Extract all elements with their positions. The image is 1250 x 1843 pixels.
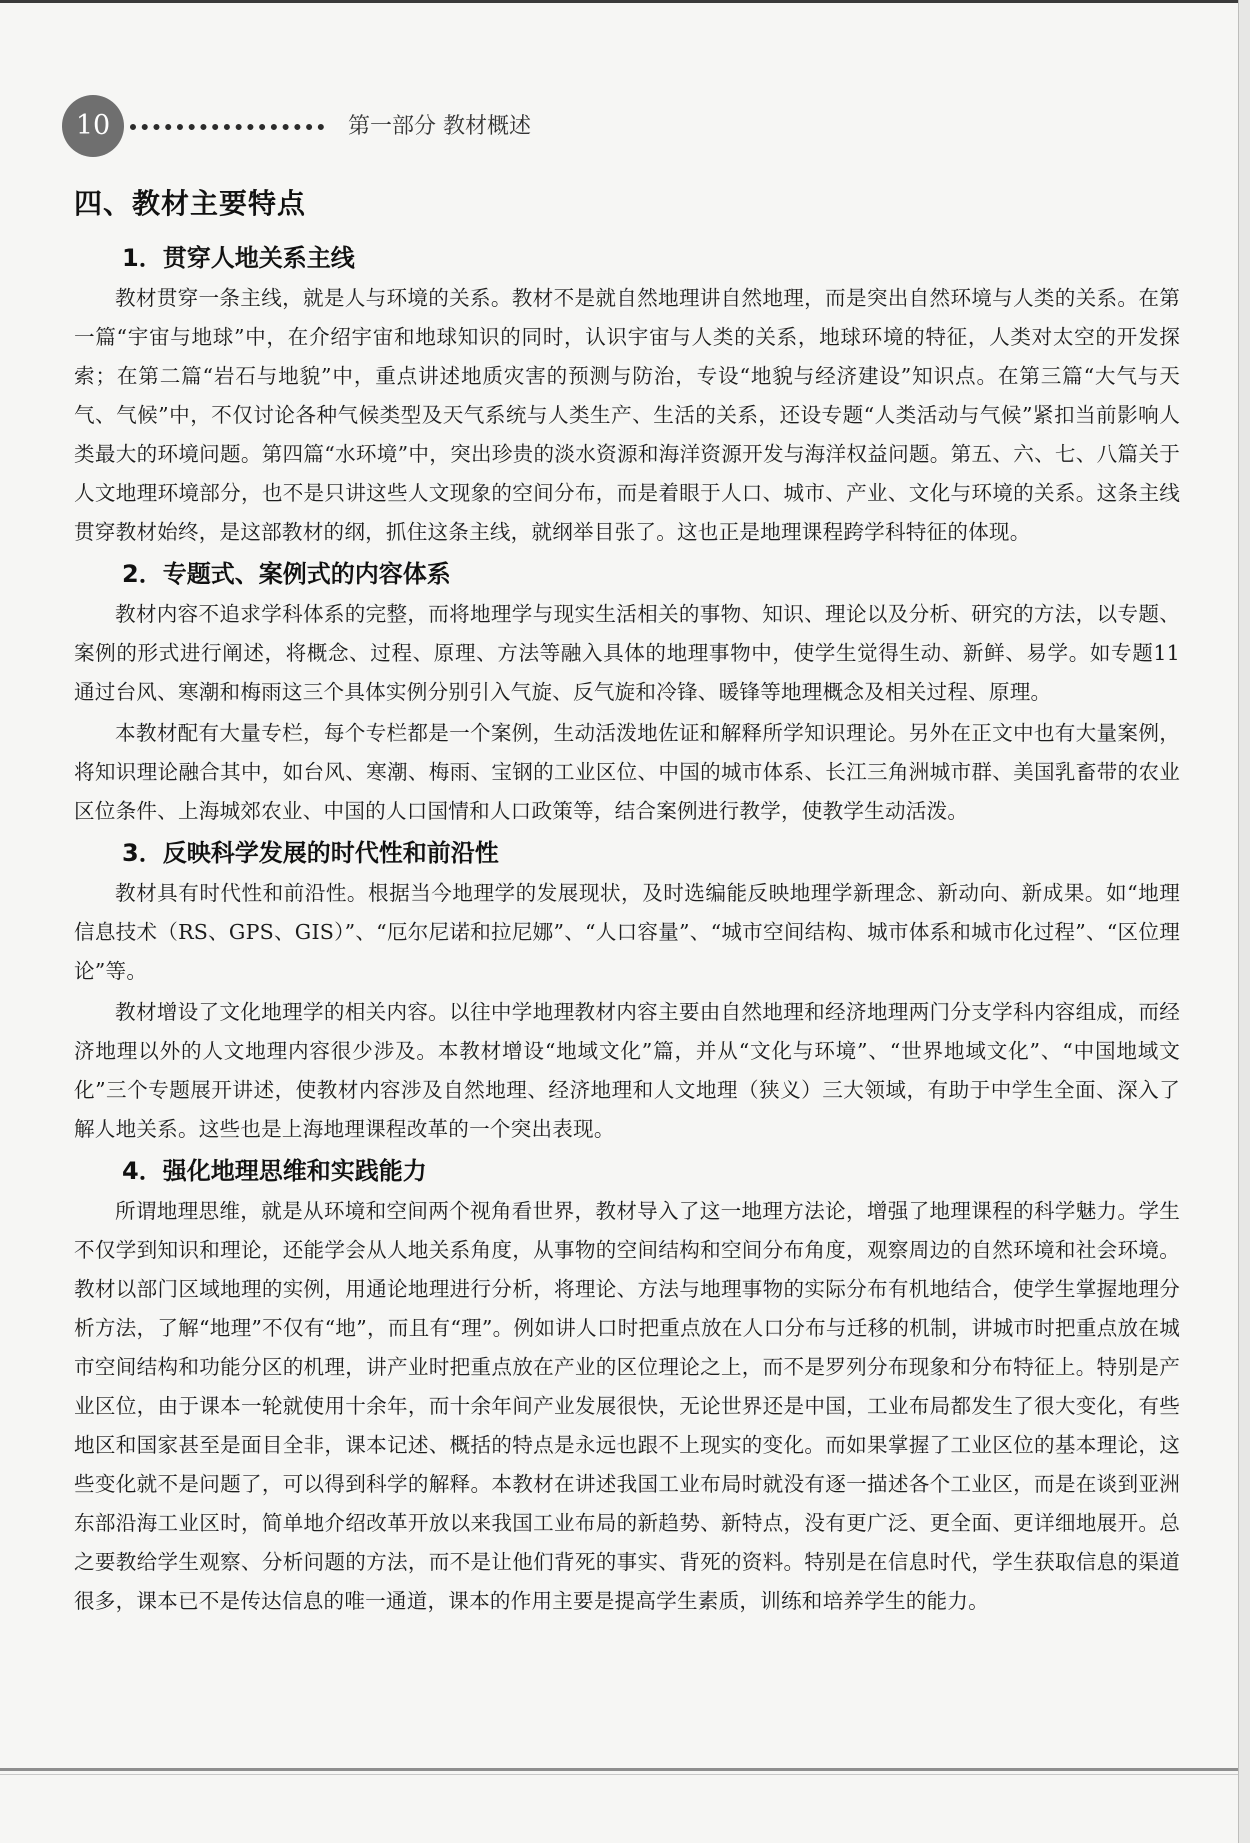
section-title: 四、教材主要特点 (74, 187, 307, 220)
page-number-badge: 10 (62, 95, 124, 157)
paragraph: 教材具有时代性和前沿性。根据当今地理学的发展现状，及时选编能反映地理学新理念、新动向、新成果。如“地理信息技术（RS、GPS、GIS）”、“厄尔尼诺和拉尼娜”、“人口容量”、“城市空间结构、城市体系和城市化过程”、“区位理论”等。 (74, 881, 1180, 983)
subsection-title: 2．专题式、案例式的内容体系 (122, 560, 451, 588)
bottom-rule (0, 1768, 1238, 1771)
bottom-rule-thin (0, 1774, 1238, 1775)
main-content (74, 182, 1180, 1623)
subsection-title: 4．强化地理思维和实践能力 (122, 1157, 427, 1185)
subsection-title: 1．贯穿人地关系主线 (122, 244, 355, 272)
running-head: 第一部分 教材概述 (348, 114, 531, 139)
page-edge (1238, 0, 1250, 1843)
page-header (62, 95, 762, 157)
paragraph: 本教材配有大量专栏，每个专栏都是一个案例，生动活泼地佐证和解释所学知识理论。另外在正文中也有大量案例，将知识理论融合其中，如台风、寒潮、梅雨、宝钢的工业区位、中国的城市体系、长江三角洲城市群、美国乳畜带的农业区位条件、上海城郊农业、中国的人口国情和人口政策等，结合案例进行教学，使教学生动活泼。 (74, 721, 1180, 823)
paragraph: 教材增设了文化地理学的相关内容。以往中学地理教材内容主要由自然地理和经济地理两门分支学科内容组成，而经济地理以外的人文地理内容很少涉及。本教材增设“地域文化”篇，并从“文化与环境”、“世界地域文化”、“中国地域文化”三个专题展开讲述，使教材内容涉及自然地理、经济地理和人文地理（狭义）三大领域，有助于中学生全面、深入了解人地关系。这些也是上海地理课程改革的一个突出表现。 (74, 1000, 1180, 1141)
top-rule (0, 0, 1238, 3)
paragraph: 所谓地理思维，就是从环境和空间两个视角看世界，教材导入了这一地理方法论，增强了地理课程的科学魅力。学生不仅学到知识和理论，还能学会从人地关系角度，从事物的空间结构和空间分布角度，观察周边的自然环境和社会环境。教材以部门区域地理的实例，用通论地理进行分析，将理论、方法与地理事物的实际分布有机地结合，使学生掌握地理分析方法，了解“地理”不仅有“地”，而且有“理”。例如讲人口时把重点放在人口分布与迁移的机制，讲城市时把重点放在城市空间结构和功能分区的机理，讲产业时把重点放在产业的区位理论之上，而不是罗列分布现象和分布特征上。特别是产业区位，由于课本一轮就使用十余年，而十余年间产业发展很快，无论世界还是中国，工业布局都发生了很大变化，有些地区和国家甚至是面目全非，课本记述、概括的特点是永远也跟不上现实的变化。而如果掌握了工业区位的基本理论，这些变化就不是问题了，可以得到科学的解释。本教材在讲述我国工业布局时就没有逐一描述各个工业区，而是在谈到亚洲东部沿海工业区时，简单地介绍改革开放以来我国工业布局的新趋势、新特点，没有更广泛、更全面、更详细地展开。总之要教给学生观察、分析问题的方法，而不是让他们背死的事实、背死的资料。特别是在信息时代，学生获取信息的渠道很多，课本已不是传达信息的唯一通道，课本的作用主要是提高学生素质，训练和培养学生的能力。 (74, 1199, 1180, 1613)
subsection-title: 3．反映科学发展的时代性和前沿性 (122, 839, 499, 867)
header-dotted-leader (130, 124, 324, 130)
paragraph: 教材贯穿一条主线，就是人与环境的关系。教材不是就自然地理讲自然地理，而是突出自然环境与人类的关系。在第一篇“宇宙与地球”中，在介绍宇宙和地球知识的同时，认识宇宙与人类的关系，地球环境的特征，人类对太空的开发探索；在第二篇“岩石与地貌”中，重点讲述地质灾害的预测与防治，专设“地貌与经济建设”知识点。在第三篇“大气与天气、气候”中，不仅讨论各种气候类型及天气系统与人类生产、生活的关系，还设专题“人类活动与气候”紧扣当前影响人类最大的环境问题。第四篇“水环境”中，突出珍贵的淡水资源和海洋资源开发与海洋权益问题。第五、六、七、八篇关于人文地理环境部分，也不是只讲这些人文现象的空间分布，而是着眼于人口、城市、产业、文化与环境的关系。这条主线贯穿教材始终，是这部教材的纲，抓住这条主线，就纲举目张了。这也正是地理课程跨学科特征的体现。 (74, 286, 1180, 544)
paragraph: 教材内容不追求学科体系的完整，而将地理学与现实生活相关的事物、知识、理论以及分析、研究的方法，以专题、案例的形式进行阐述，将概念、过程、原理、方法等融入具体的地理事物中，使学生觉得生动、新鲜、易学。如专题11通过台风、寒潮和梅雨这三个具体实例分别引入气旋、反气旋和冷锋、暖锋等地理概念及相关过程、原理。 (74, 602, 1180, 704)
